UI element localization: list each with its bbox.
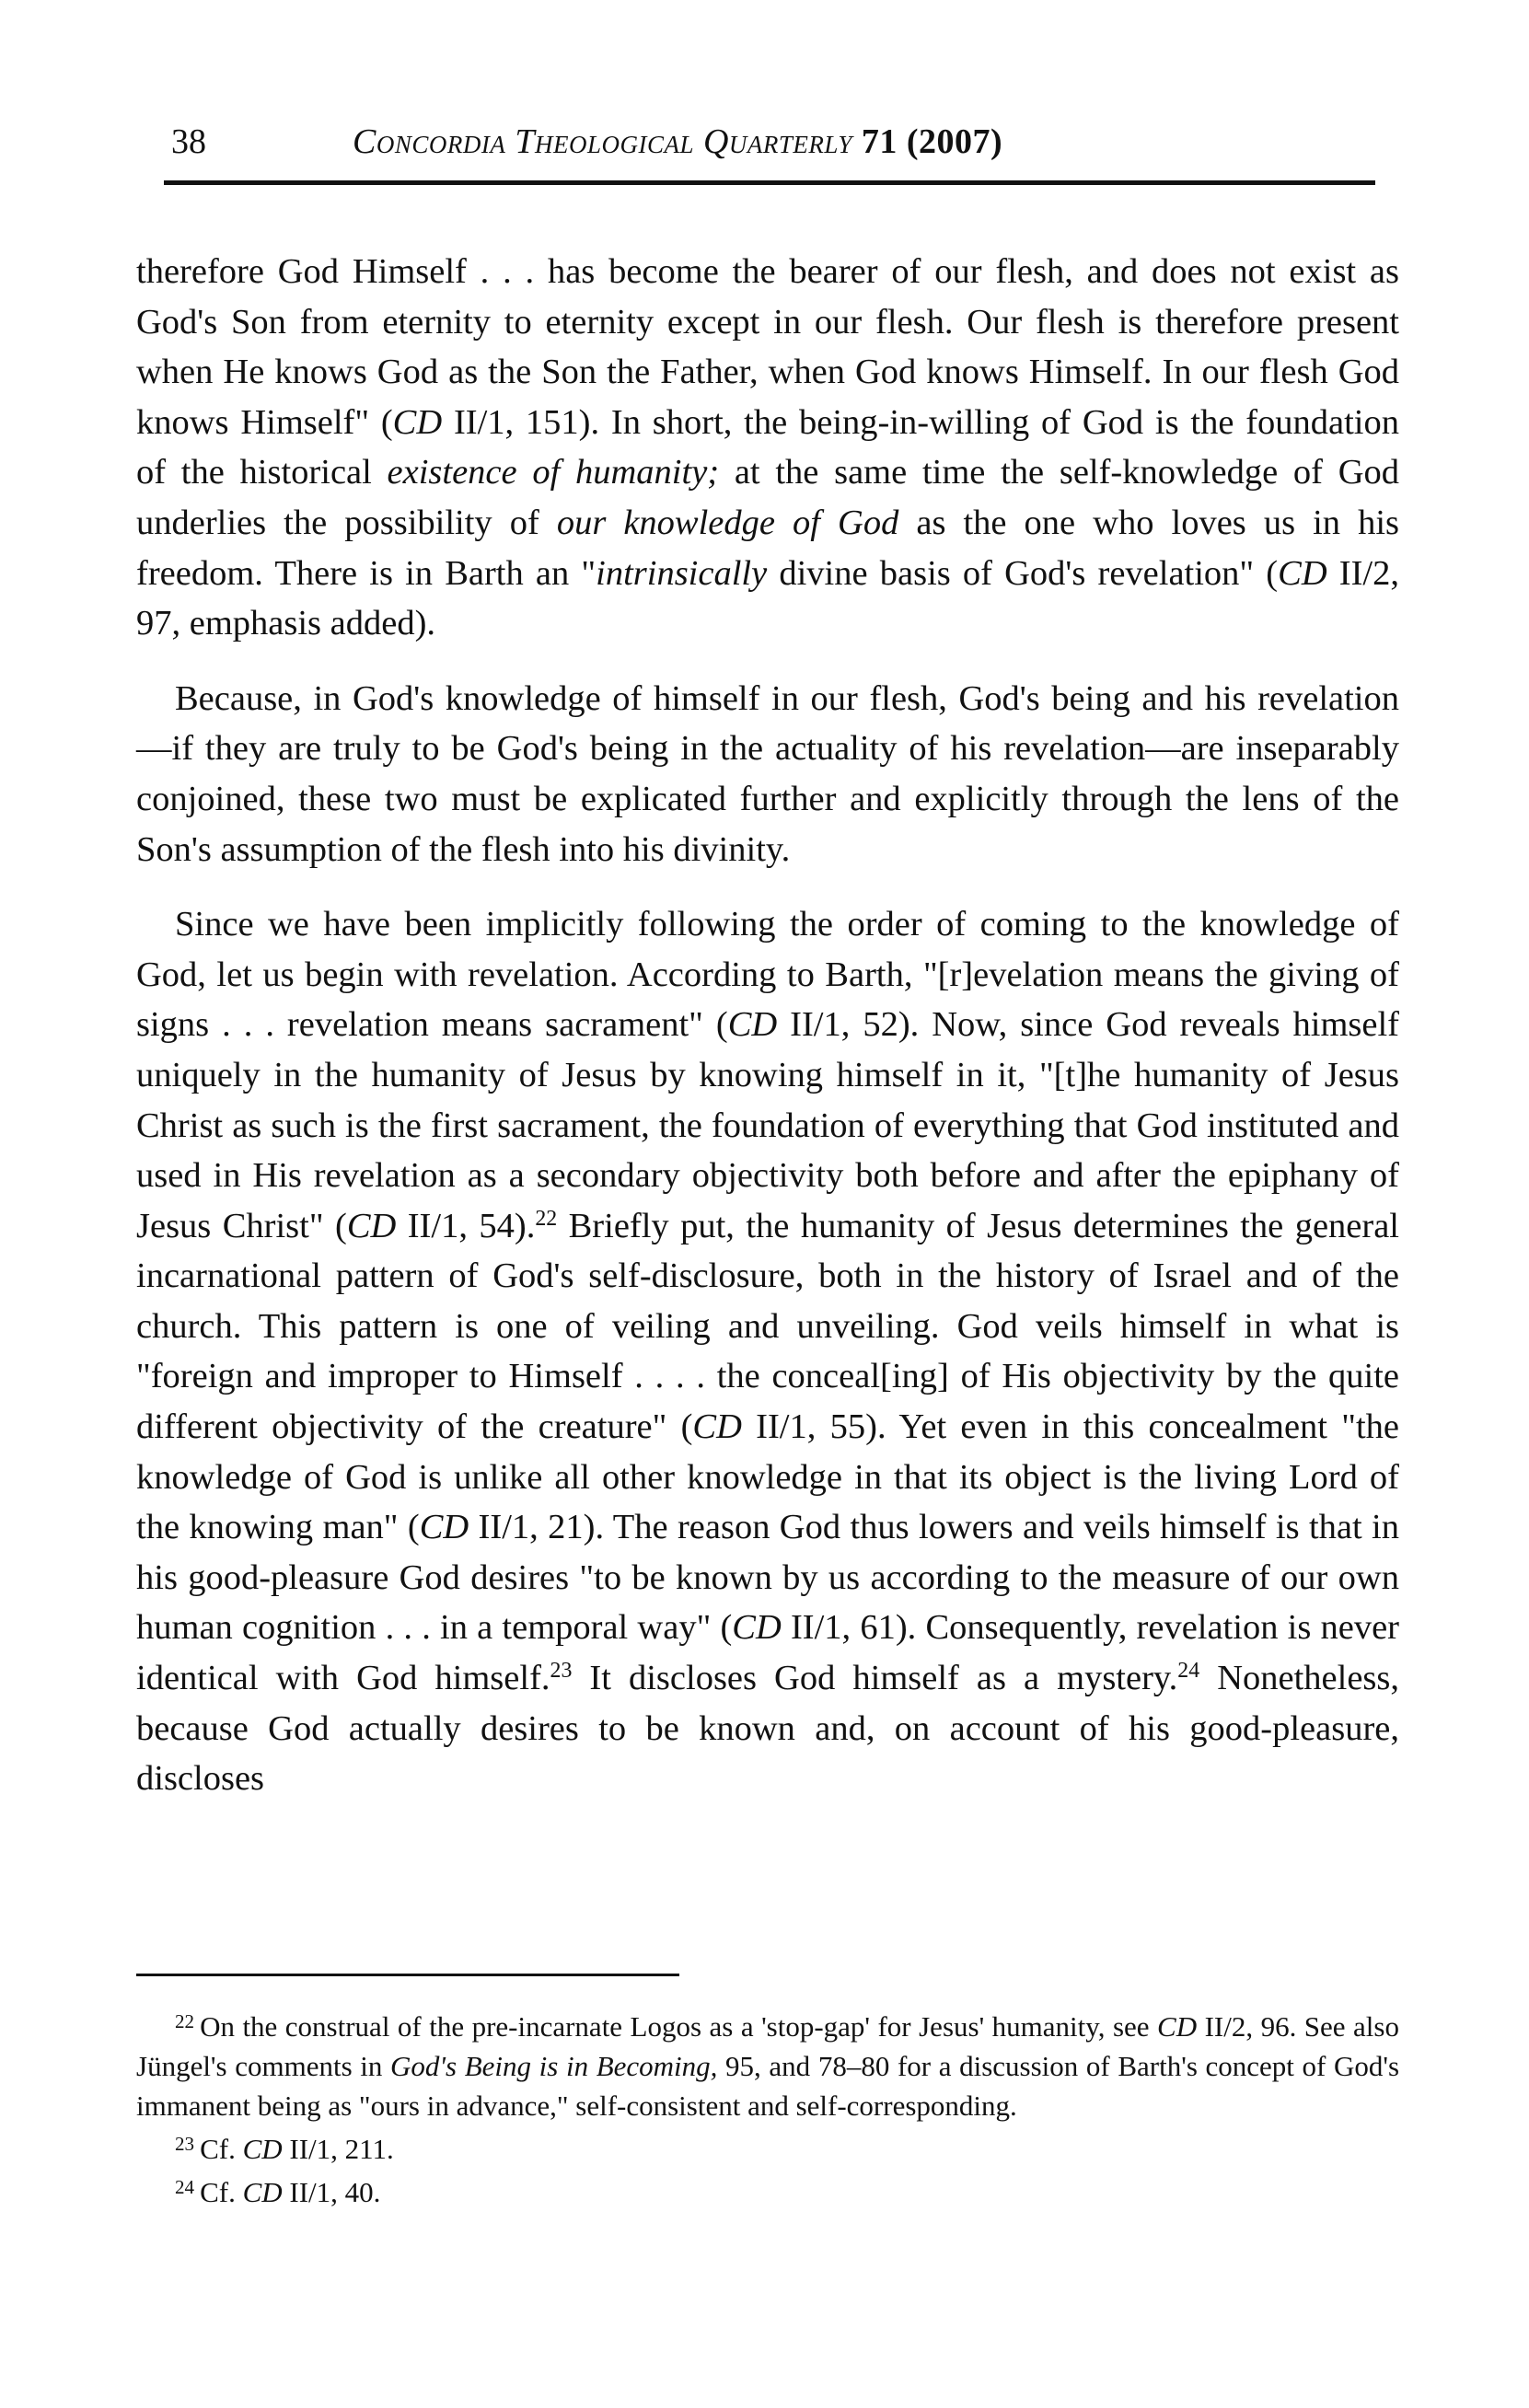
journal-name: Concordia Theological Quarterly: [353, 122, 852, 161]
running-head: [164, 109, 1375, 185]
text-run: II/1, 21). The reason God thus lowers and veils himself is that in his good-pleasure God desires "to be known by us according to the measure of our own human cognition . . . in a temporal way" (: [136, 1508, 1399, 1648]
italic-text: CD: [346, 1206, 397, 1245]
text-run: II/1, 40.: [282, 2176, 381, 2208]
footnote: [136, 2172, 1399, 2212]
italic-text: CD: [242, 2133, 283, 2165]
footnote-number: 24: [175, 2175, 195, 2198]
footnote: [136, 2129, 1399, 2169]
text-run: II/2, 96. See also Jüngel's comments in: [136, 2010, 1399, 2082]
text-run: II/1, 211.: [282, 2133, 394, 2165]
footnote-reference: 23: [550, 1658, 573, 1683]
italic-text: CD: [732, 1608, 782, 1648]
italic-text: CD: [727, 1005, 778, 1045]
text-run: II/1, 52). Now, since God reveals himself uniquely in the humanity of Jesus by knowing himself in it, "[t]he humanity of Jesus Christ as such is the first sacrament, the foundation of everything that God instituted and used in His revelation as a secondary objectivity both before and after the epiphany of Jesus Christ" (: [136, 1005, 1399, 1245]
text-run: II/1, 55). Yet even in this concealment "the knowledge of God is unlike all other knowledge in that its object is the living Lord of the knowing man" (: [136, 1407, 1399, 1547]
footnotes: [136, 2007, 1399, 2216]
italic-text: CD: [1278, 553, 1327, 593]
italic-text: CD: [692, 1407, 742, 1447]
footnote-reference: 22: [535, 1206, 558, 1231]
text-run: as the one who loves us in his freedom. There is in Barth an ": [136, 503, 1400, 593]
text-run: II/1, 61). Consequently, revelation is never identical with God himself.: [136, 1608, 1399, 1698]
italic-text: God's Being is in Becoming,: [390, 2050, 718, 2082]
italic-text: CD: [419, 1508, 469, 1547]
text-run: II/1, 151). In short, the being-in-willing of God is the foundation of the historical: [136, 402, 1399, 492]
body-text: [136, 247, 1399, 1804]
text-run: Cf.: [200, 2176, 243, 2208]
footnote-number: 22: [175, 2009, 195, 2032]
body-paragraph: [136, 899, 1399, 1804]
body-paragraph: [136, 674, 1399, 874]
text-run: It discloses God himself as a mystery.: [572, 1659, 1178, 1698]
footnote-reference: 24: [1177, 1658, 1200, 1683]
text-run: II/1, 54).: [396, 1206, 536, 1245]
italic-text: intrinsically: [596, 553, 768, 593]
footnote-rule: [136, 1974, 679, 1976]
text-run: Briefly put, the humanity of Jesus determines the general incarnational pattern of God's self-disclosure, both in the history of Israel and of the church. This pattern is one of veiling and unveiling. God veils himself in what is "foreign and improper to Himself . . . . the conceal[ing] of His objectivity by the quite different objectivity of the creature" (: [136, 1206, 1399, 1447]
body-paragraph: [136, 247, 1399, 649]
journal-title: [353, 122, 1002, 162]
text-run: Nonetheless, because God actually desires to be known and, on account of his good-pleasure, discloses: [136, 1659, 1399, 1799]
italic-text: our knowledge of God: [556, 503, 899, 542]
text-run: On the construal of the pre-incarnate Logos as a 'stop-gap' for Jesus' humanity, see: [200, 2010, 1158, 2043]
text-run: at the same time the self-knowledge of God underlies the possibility of: [136, 453, 1400, 542]
italic-text: CD: [242, 2176, 283, 2208]
footnote-number: 23: [175, 2132, 195, 2155]
text-run: Cf.: [200, 2133, 243, 2165]
italic-text: CD: [392, 402, 443, 442]
text-run: II/2, 97, emphasis added).: [136, 553, 1399, 643]
italic-text: existence of humanity;: [387, 453, 720, 492]
text-run: therefore God Himself . . . has become the bearer of our flesh, and does not exist as God's Son from eternity to eternity except in our flesh. Our flesh is therefore present when He knows God as the Son the Father, when God knows Himself. In our flesh God knows Himself" (: [136, 252, 1399, 442]
footnote: [136, 2007, 1399, 2125]
page-number: 38: [171, 122, 206, 161]
journal-volume: 71 (2007): [861, 122, 1003, 161]
text-run: Since we have been implicitly following the order of coming to the knowledge of God, let us begin with revelation. According to Barth, "[r]evelation means the giving of signs . . . revelation means sacrament" (: [136, 905, 1399, 1045]
text-run: 95, and 78–80 for a discussion of Barth's concept of God's immanent being as "ours in advance," self-consistent and self-corresponding.: [136, 2050, 1400, 2122]
text-run: Because, in God's knowledge of himself in our flesh, God's being and his revelation—if they are truly to be God's being in the actuality of his revelation—are inseparably conjoined, these two must be explicated further and explicitly through the lens of the Son's assumption of the flesh into his divinity.: [136, 678, 1399, 869]
italic-text: CD: [1157, 2010, 1198, 2043]
text-run: divine basis of God's revelation" (: [767, 553, 1279, 593]
